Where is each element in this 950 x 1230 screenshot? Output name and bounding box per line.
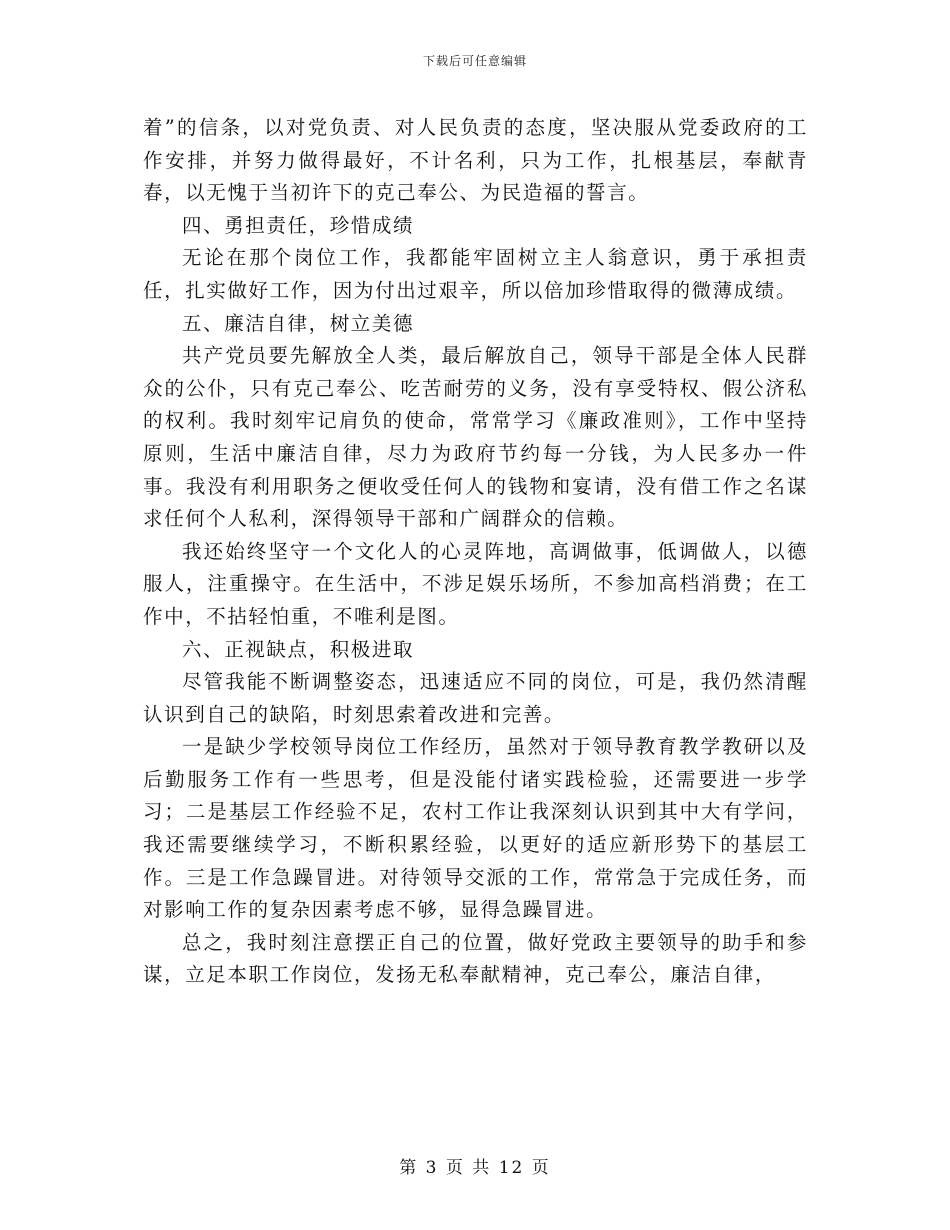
page-header: 下载后可任意编辑 (422, 54, 527, 68)
paragraph: 一是缺少学校领导岗位工作经历，虽然对于领导教育教学教研以及后勤服务工作有一些思考，但是没能付诸实践检验，还需要进一步学习；二是基层工作经验不足，农村工作让我深刻认识到其中大有学问，我还需要继续学习，不断积累经验，以更好的适应新形势下的基层工作。三是工作急躁冒进。对待领导交派的工作，常常急于完成任务，而对影响工作的复杂因素考虑不够，显得急躁冒进。 (143, 735, 808, 922)
section-heading-4: 四、勇担责任，珍惜成绩 (182, 213, 415, 237)
paragraph: 总之，我时刻注意摆正自己的位置，做好党政主要领导的助手和参谋，立足本职工作岗位，发扬无私奉献精神，克己奉公，廉洁自律， (143, 930, 808, 987)
section-heading-6: 六、正视缺点，积极进取 (182, 637, 415, 661)
page-number: 第 3 页 共 12 页 (399, 1158, 551, 1178)
paragraph-continuation: 着”的信条，以对党负责、对人民负责的态度，坚决服从党委政府的工作安排，并努力做得最好，不计名利，只为工作，扎根基层，奉献青春，以无愧于当初许下的克己奉公、为民造福的誓言。 (143, 116, 808, 205)
paragraph: 尽管我能不断调整姿态，迅速适应不同的岗位，可是，我仍然清醒认识到自己的缺陷，时刻思索着改进和完善。 (143, 670, 808, 726)
section-heading-5: 五、廉洁自律，树立美德 (182, 311, 415, 335)
paragraph: 共产党员要先解放全人类，最后解放自己，领导干部是全体人民群众的公仆，只有克己奉公、吃苦耐劳的义务，没有享受特权、假公济私的权利。我时刻牢记肩负的使命，常常学习《廉政准则》，工作中坚持原则，生活中廉洁自律，尽力为政府节约每一分钱，为人民多办一件事。我没有利用职务之便收受任何人的钱物和宴请，没有借工作之名谋求任何个人私利，深得领导干部和广阔群众的信赖。 (143, 344, 808, 531)
paragraph: 我还始终坚守一个文化人的心灵阵地，高调做事，低调做人，以德服人，注重操守。在生活中，不涉足娱乐场所，不参加高档消费；在工作中，不拈轻怕重，不唯利是图。 (143, 539, 808, 628)
document-body (143, 112, 808, 992)
paragraph: 无论在那个岗位工作，我都能牢固树立主人翁意识，勇于承担责任，扎实做好工作，因为付出过艰辛，所以倍加珍惜取得的微薄成绩。 (143, 246, 808, 302)
